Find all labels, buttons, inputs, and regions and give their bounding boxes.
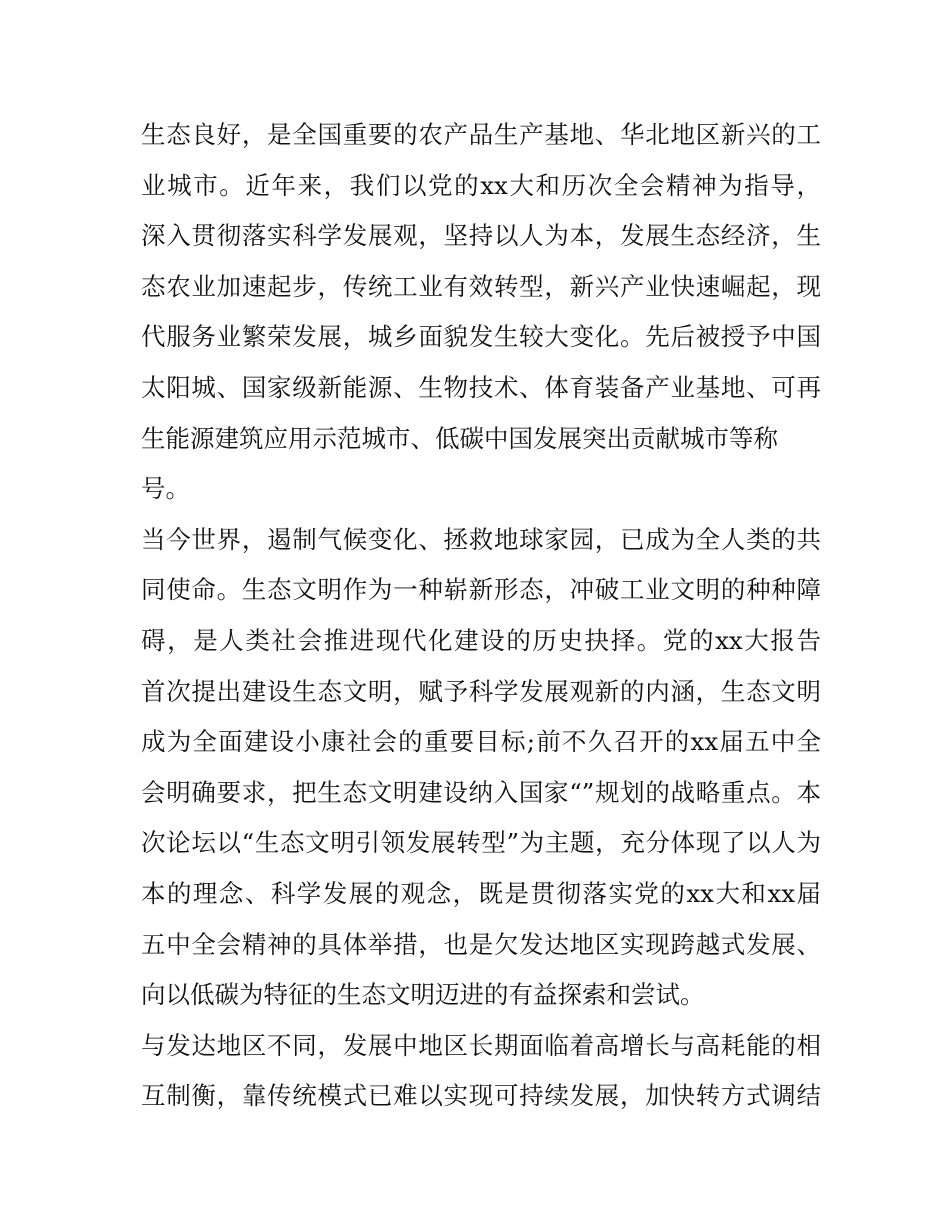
text-line: 会明确要求，把生态文明建设纳入国家“”规划的战略重点。本 bbox=[141, 777, 821, 807]
text-line: 生态良好，是全国重要的农产品生产基地、华北地区新兴的工 bbox=[141, 120, 821, 149]
text-line: 业城市。近年来，我们以党的xx大和历次全会精神为指导， bbox=[141, 170, 821, 200]
text-line: 成为全面建设小康社会的重要目标;前不久召开的xx届五中全 bbox=[141, 727, 821, 757]
text-line: 互制衡，靠传统模式已难以实现可持续发展，加快转方式调结 bbox=[141, 1081, 821, 1111]
text-line: 太阳城、国家级新能源、生物技术、体育装备产业基地、可再 bbox=[141, 372, 821, 402]
text-line: 五中全会精神的具体举措，也是欠发达地区实现跨越式发展、 bbox=[141, 929, 821, 959]
text-line: 代服务业繁荣发展，城乡面貌发生较大变化。先后被授予中国 bbox=[141, 322, 821, 352]
text-line: 生能源建筑应用示范城市、低碳中国发展突出贡献城市等称 bbox=[141, 423, 778, 453]
text-line: 碍，是人类社会推进现代化建设的历史抉择。党的xx大报告 bbox=[141, 625, 821, 655]
text-line: 同使命。生态文明作为一种崭新形态，冲破工业文明的种种障 bbox=[141, 575, 821, 605]
text-line: 次论坛以“生态文明引领发展转型”为主题，充分体现了以人为 bbox=[141, 828, 821, 858]
paragraph-1 bbox=[141, 110, 821, 515]
text-line: 本的理念、科学发展的观念，既是贯彻落实党的xx大和xx届 bbox=[141, 878, 821, 908]
paragraph-3 bbox=[141, 1021, 821, 1122]
document-body bbox=[141, 110, 821, 1122]
text-line: 号。 bbox=[141, 474, 190, 504]
text-line: 向以低碳为特征的生态文明迈进的有益探索和尝试。 bbox=[141, 980, 705, 1010]
text-line: 态农业加速起步，传统工业有效转型，新兴产业快速崛起，现 bbox=[141, 271, 821, 301]
text-line: 深入贯彻落实科学发展观，坚持以人为本，发展生态经济，生 bbox=[141, 221, 821, 251]
text-line: 与发达地区不同，发展中地区长期面临着高增长与高耗能的相 bbox=[141, 1030, 821, 1060]
text-line: 当今世界，遏制气候变化、拯救地球家园，已成为全人类的共 bbox=[141, 524, 821, 554]
paragraph-2 bbox=[141, 515, 821, 1021]
text-line: 首次提出建设生态文明，赋予科学发展观新的内涵，生态文明 bbox=[141, 676, 821, 706]
